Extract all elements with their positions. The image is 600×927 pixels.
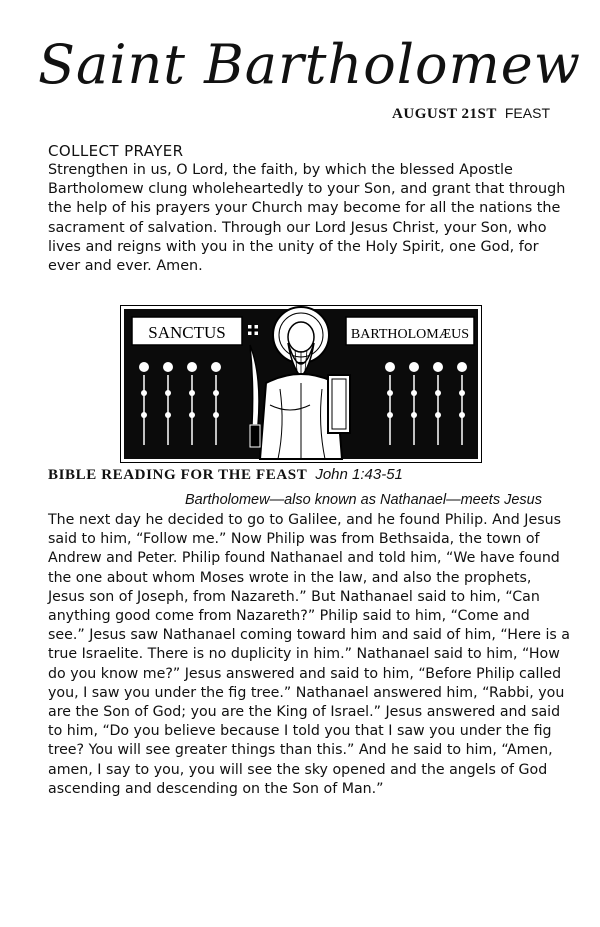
page-title: Saint Bartholomew <box>38 33 581 96</box>
collect-heading: COLLECT PRAYER <box>48 142 184 160</box>
woodcut-right-label: BARTHOLOMÆUS <box>350 327 470 342</box>
reading-heading <box>48 466 403 484</box>
saint-bartholomew-woodcut-icon <box>120 305 482 463</box>
reading-text: The next day he decided to go to Galilee, and he found Philip. And Jesus said to him, “Follow me.” Now Philip was from Bethsaida, the town of Andrew and Peter. Philip found Nathanael and told him, “We have found the one about whom Moses wrote in the law, and also the prophets, Jesus son of Joseph, from Nazareth.” But Nathanael said to him, “Can anything good come from Nazareth?” Philip said to him, “Come and see.” Jesus saw Nathanael coming toward him and said of him, “Here is a true Israelite. There is no duplicity in him.” Nathanael said to him, “How do you know me?” Jesus answered and said to him, “Before Philip called you, I saw you under the fig tree.” Nathanael answered him, “Rabbi, you are the Son of God; you are the King of Israel.” Jesus answered and said to him, “Do you believe because I told you that I saw you under the fig tree? You will see greater things than this.” And he said to him, “Amen, amen, I say to you, you will see the sky opened and the angels of God ascending and descending on the Son of Man.” <box>48 512 570 797</box>
feast-date-line <box>392 105 550 123</box>
reading-reference: John 1:43-51 <box>315 466 403 483</box>
reading-subtitle: Bartholomew—also known as Nathanael—meets Jesus <box>184 492 542 508</box>
reading-heading-label: BIBLE READING FOR THE FEAST <box>48 467 308 483</box>
collect-prayer-text: Strengthen in us, O Lord, the faith, by which the blessed Apostle Bartholomew clung wholeheartedly to your Son, and grant that through the help of his prayers your Church may become for all the nations the sacrament of salvation. Through our Lord Jesus Christ, your Son, who lives and reigns with you in the unity of the Holy Spirit, one God, for ever and ever. Amen. <box>48 162 566 275</box>
feast-date: AUGUST 21ST <box>392 106 497 122</box>
feast-rank: FEAST <box>504 105 550 121</box>
woodcut-left-label: SANCTUS <box>148 323 226 342</box>
